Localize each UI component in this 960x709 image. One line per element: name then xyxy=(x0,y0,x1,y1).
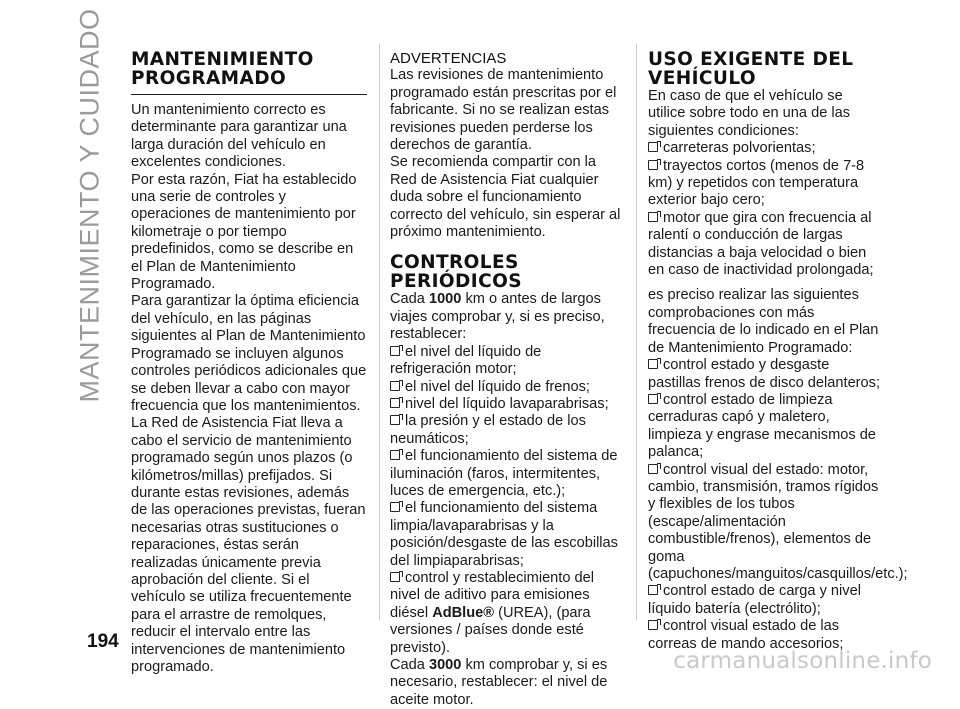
checkbox-bullet-icon xyxy=(648,394,658,404)
column-mantenimiento-programado xyxy=(131,50,367,676)
checkbox-bullet-icon xyxy=(390,415,400,425)
checkbox-bullet-icon xyxy=(648,359,658,369)
list-item: trayectos cortos (menos de 7-8 km) y repetidos con temperatura exterior bajo cero; xyxy=(648,157,865,209)
section-side-tab-label: MANTENIMIENTO Y CUIDADO xyxy=(74,7,105,403)
heading-line-1: USO EXIGENTE DEL xyxy=(648,49,854,70)
section-side-tab xyxy=(60,7,120,403)
paragraph: Por esta razón, Fiat ha establecido una serie de controles y operaciones de mantenimiento por kilometraje o por tiempo predefinidos, como se describe en el Plan de Mantenimiento Programado. xyxy=(131,171,357,293)
checkbox-bullet-icon xyxy=(390,450,400,460)
list-item: nivel del líquido lavaparabrisas; xyxy=(390,396,626,413)
list-item: control estado de limpieza cerraduras capó y maletero, limpieza y engrase mecanismos de palanca; xyxy=(648,391,876,461)
heading-line-1: CONTROLES xyxy=(390,252,519,274)
list-item: el nivel del líquido de refrigeración motor; xyxy=(390,343,542,378)
paragraph: La Red de Asistencia Fiat lleva a cabo el servicio de mantenimiento programado según unos plazos (o kilómetros/millas) prefijados. Si durante estas revisiones, además de las operaciones previstas, fueran necesarias otras sustituciones o reparaciones, éstas serán realizadas únicamente previa aprobación del cliente. Si el vehículo se utiliza frecuentemente para el arrastre de remolques, reducir el intervalo entre las intervenciones de mantenimiento programado. xyxy=(131,415,366,675)
heading-uso-exigente xyxy=(648,50,884,88)
paragraph: En caso de que el vehículo se utilice sobre todo en una de las siguientes condiciones: xyxy=(648,88,851,139)
list-item: el nivel del líquido de frenos; xyxy=(390,379,626,396)
checkbox-bullet-icon xyxy=(390,502,400,512)
checkbox-bullet-icon xyxy=(390,381,400,391)
checkbox-bullet-icon xyxy=(390,346,400,356)
list-item: el funcionamiento del sistema limpia/lavaparabrisas y la posición/desgaste de las escobillas del limpiaparabrisas; xyxy=(390,500,618,569)
checkbox-bullet-icon xyxy=(648,212,658,222)
checkbox-bullet-icon xyxy=(648,464,658,474)
checkbox-bullet-icon xyxy=(648,160,658,170)
adblue-brand: AdBlue® xyxy=(432,604,495,621)
column-divider-1 xyxy=(379,44,380,620)
paragraph: Cada 1000 km o antes de largos viajes comprobar y, si es preciso, restablecer: xyxy=(390,291,605,343)
list-item: motor que gira con frecuencia al ralentí o conducción de largas distancias a baja velocidad o bien en caso de inactividad prolongada; xyxy=(648,209,874,279)
km-value: 3000 xyxy=(428,657,462,673)
checkbox-bullet-icon xyxy=(390,398,400,408)
checkbox-bullet-icon xyxy=(648,142,658,152)
heading-line-1: MANTENIMIENTO xyxy=(131,49,314,70)
list-item: control visual del estado: motor, cambio, transmisión, tramos rígidos y flexibles de los tubos (escape/alimentación combustible/frenos), elementos de goma (capuchones/manguitos/casquillos/etc.); xyxy=(648,461,908,582)
checkbox-bullet-icon xyxy=(390,572,400,582)
list-item: la presión y el estado de los neumáticos; xyxy=(390,413,586,447)
heading-line-2: PERIÓDICOS xyxy=(390,271,522,293)
list-item: control visual estado de las correas de mando accesorios; xyxy=(648,618,844,652)
column-uso-exigente xyxy=(648,49,908,653)
list-item: control estado de carga y nivel líquido batería (electrólito); xyxy=(648,583,861,617)
paragraph: Las revisiones de mantenimiento programado están prescritas por el fabricante. Si no se realizan estas revisiones pueden perderse los derechos de garantía. xyxy=(390,67,617,154)
km-value: 1000 xyxy=(428,291,462,308)
heading-advertencias: ADVERTENCIAS xyxy=(390,50,507,67)
list-item-adblue: control y restablecimiento del nivel de aditivo para emisiones diésel AdBlue® (UREA), (para versiones / países donde esté previsto). xyxy=(390,569,594,656)
checkbox-bullet-icon xyxy=(648,585,658,595)
list-item: control estado y desgaste pastillas frenos de disco delanteros; xyxy=(648,357,881,391)
column-advertencias-controles xyxy=(390,50,626,709)
watermark: carmanualsonline.info xyxy=(673,648,932,674)
heading-controles-periodicos xyxy=(390,253,626,291)
paragraph: Para garantizar la óptima eficiencia del vehículo, en las páginas siguientes al Plan de Mantenimiento Programado se incluyen algunos controles periódicos adicionales que se deben llevar a cabo con mayor frecuencia que los mantenimientos. xyxy=(131,293,367,414)
page-number: 194 xyxy=(87,631,119,652)
paragraph: Un mantenimiento correcto es determinante para garantizar una larga duración del vehículo en excelentes condiciones. xyxy=(131,102,347,171)
heading-line-2: VEHÍCULO xyxy=(648,68,756,89)
list-item: el funcionamiento del sistema de iluminación (faros, intermitentes, luces de emergencia, etc.); xyxy=(390,448,618,499)
paragraph: es preciso realizar las siguientes comprobaciones con más frecuencia de lo indicado en el Plan de Mantenimiento Programado: xyxy=(648,287,879,356)
paragraph: Cada 3000 km comprobar y, si es necesario, restablecer: el nivel de aceite motor. xyxy=(390,657,608,708)
paragraph: Se recomienda compartir con la Red de Asistencia Fiat cualquier duda sobre el funcionamiento correcto del vehículo, sin esperar al próximo mantenimiento. xyxy=(390,154,621,241)
heading-mantenimiento-programado xyxy=(131,50,367,95)
checkbox-bullet-icon xyxy=(648,620,658,630)
column-divider-2 xyxy=(636,44,637,620)
list-item: carreteras polvorientas; xyxy=(648,140,884,157)
heading-line-2: PROGRAMADO xyxy=(131,68,287,89)
